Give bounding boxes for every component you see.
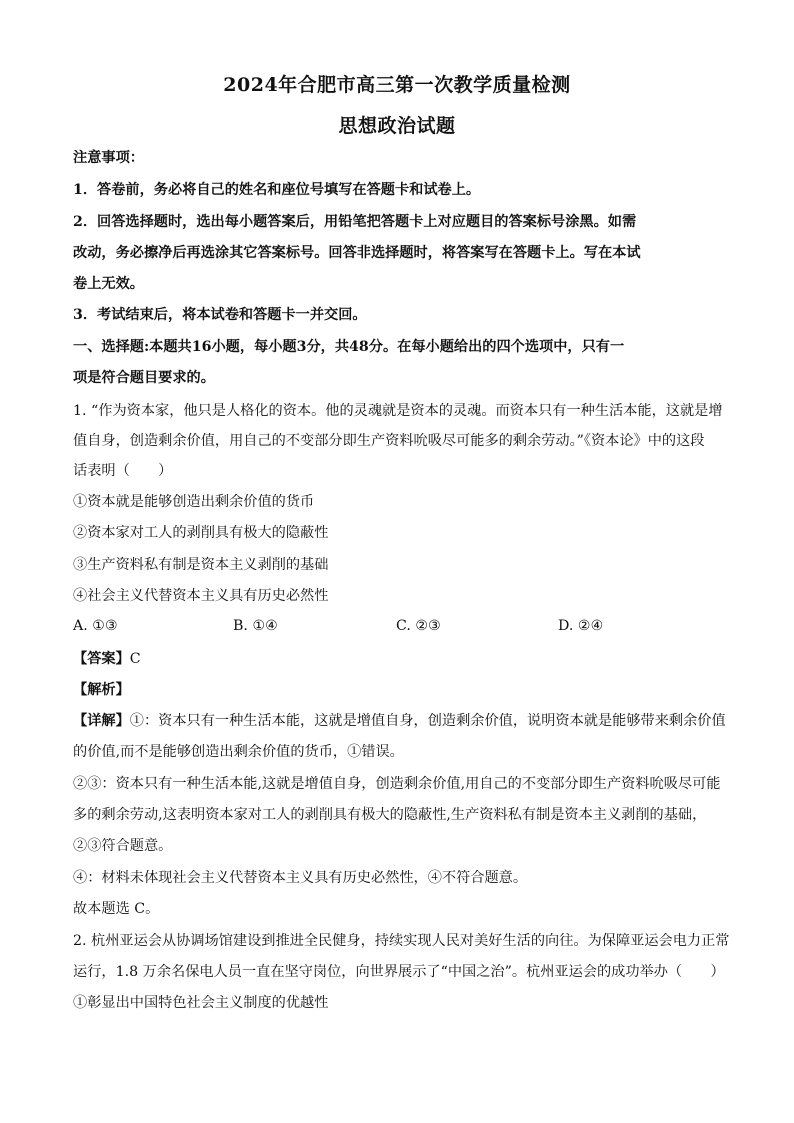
- q1-option-d: D. ②④: [558, 618, 604, 634]
- q1-stem-line-1: 1. “作为资本家，他只是人格化的资本。他的灵魂就是资本的灵魂。而资本只有一种生活本能，这就是增: [73, 403, 723, 419]
- detail-text: ①：资本只有一种生活本能，这就是增值自身，创造剩余价值，说明资本就是能够带来剩余价值: [129, 713, 726, 729]
- q1-analysis-line: [73, 680, 720, 700]
- q1-statement-3: ③生产资料私有制是资本主义剥削的基础: [73, 557, 329, 573]
- q1-option-a: A. ①③: [73, 618, 118, 634]
- page-title: 2024年合肥市高三第一次教学质量检测: [223, 74, 571, 96]
- q1-detail-line-5: ②③符合题意。: [73, 838, 173, 854]
- q1-statement-2: ②资本家对工人的剥削具有极大的隐蔽性: [73, 525, 329, 541]
- detail-tag: 【详解】: [73, 713, 130, 729]
- q2-stem-line-1: 2. 杭州亚运会从协调场馆建设到推进全民健身，持续实现人民对美好生活的向往。为保障亚运会电力正常: [73, 933, 730, 949]
- q1-option-c: C. ②③: [396, 618, 441, 634]
- q1-stem-line-3: 话表明（ ）: [73, 463, 173, 479]
- notice-item-2-line-1: 2．回答选择题时，选出每小题答案后，用铅笔把答题卡上对应题目的答案标号涂黑。如需: [73, 214, 637, 230]
- page-subtitle: 思想政治试题: [338, 115, 456, 137]
- notice-item-2-line-3: 卷上无效。: [73, 276, 144, 292]
- section-heading-line-2: 项是符合题目要求的。: [73, 370, 215, 386]
- q1-detail-line-4: 多的剩余劳动,这表明资本家对工人的剥削具有极大的隐蔽性,生产资料私有制是资本主义剥削的基础，: [73, 807, 707, 823]
- notice-heading: 注意事项：: [73, 150, 144, 166]
- q1-detail-line-2: 的价值,而不是能够创造出剩余价值的货币，①错误。: [73, 744, 404, 760]
- notice-item-3: 3．考试结束后，将本试卷和答题卡一并交回。: [73, 307, 367, 323]
- q1-conclusion: 故本题选 C。: [73, 901, 160, 917]
- q1-detail-line-3: ②③：资本只有一种生活本能,这就是增值自身，创造剩余价值,用自己的不变部分即生产资料吮吸尽可能: [73, 776, 721, 792]
- section-heading-line-1: 一、选择题:本题共16小题，每小题3分，共48分。在每小题给出的四个选项中，只有一: [73, 339, 625, 355]
- q1-detail-line-1: [73, 711, 726, 731]
- notice-item-1: 1．答卷前，务必将自己的姓名和座位号填写在答题卡和试卷上。: [73, 182, 481, 198]
- q1-answer-line: [73, 649, 720, 669]
- q1-statement-4: ④社会主义代替资本主义具有历史必然性: [73, 588, 329, 604]
- q1-detail-line-6: ④：材料未体现社会主义代替资本主义具有历史必然性，④不符合题意。: [73, 870, 528, 886]
- analysis-tag: 【解析】: [73, 682, 130, 698]
- q1-option-b: B. ①④: [233, 618, 278, 634]
- notice-item-2-line-2: 改动，务必擦净后再选涂其它答案标号。回答非选择题时，将答案写在答题卡上。写在本试: [73, 245, 641, 261]
- q2-statement-1: ①彰显出中国特色社会主义制度的优越性: [73, 995, 329, 1011]
- answer-tag: 【答案】: [73, 651, 130, 667]
- q1-stem-line-2: 值自身，创造剩余价值，用自己的不变部分即生产资料吮吸尽可能多的剩余劳动。”《资本论》中的这段: [73, 433, 705, 449]
- answer-value: C: [129, 651, 141, 667]
- q1-statement-1: ①资本就是能够创造出剩余价值的货币: [73, 494, 315, 510]
- q2-stem-line-2: 运行，1.8 万余名保电人员一直在坚守岗位，向世界展示了“中国之治”。杭州亚运会的成功举办（ ）: [73, 964, 725, 980]
